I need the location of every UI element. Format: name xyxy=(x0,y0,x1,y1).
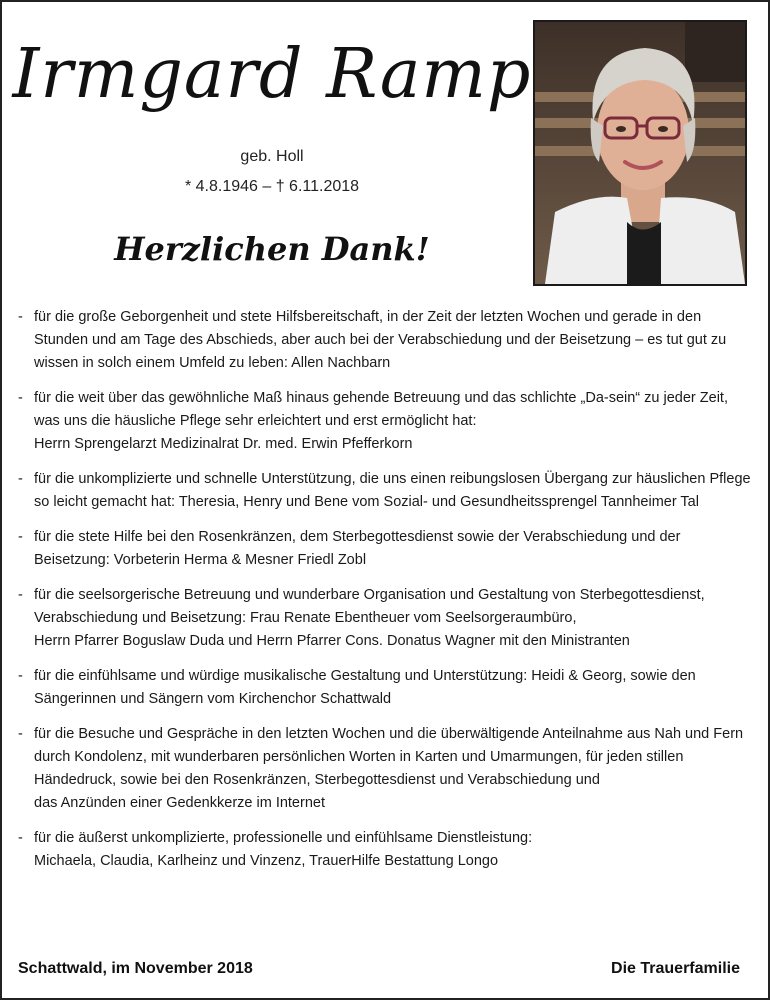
list-item xyxy=(16,827,752,873)
item-text: für die unkomplizierte und schnelle Unterstützung, die uns einen reibungslosen Übergang zur häuslichen Pflege so leicht gemacht hat: Theresia, Henry und Bene vom Sozial- und Gesundheitssprengel Tannheimer Tal xyxy=(34,471,751,510)
list-item xyxy=(16,468,752,514)
item-text: für die einfühlsame und würdige musikalische Gestaltung und Unterstützung: Heidi & Georg, sowie den Sängerinnen und Sängern vom Kirchenchor Schattwald xyxy=(34,668,696,707)
item-text-recipient: das Anzünden einer Gedenkkerze im Internet xyxy=(34,795,325,811)
family-signature: Die Trauerfamilie xyxy=(611,960,740,977)
list-item xyxy=(16,526,752,572)
list-item xyxy=(16,584,752,653)
list-item xyxy=(16,387,752,456)
list-dash: - xyxy=(18,830,23,846)
list-item xyxy=(16,723,752,815)
list-dash: - xyxy=(18,668,23,684)
thanks-list xyxy=(16,306,752,885)
item-text: für die äußerst unkomplizierte, professionelle und einfühlsame Dienstleistung: xyxy=(34,830,533,846)
birth-name: geb. Holl xyxy=(240,148,304,165)
item-text: für die Besuche und Gespräche in den letzten Wochen und die überwältigende Anteilnahme aus Nah und Fern durch Kondolenz, mit wunderbaren persönlichen Worten in Karten und Umarmungen, für jeden stillen Händedruck, sowie bei den Rosenkränzen, Sterbegottesdienst und Verabschiedung und xyxy=(34,726,744,788)
portrait-illustration xyxy=(535,22,745,284)
item-text: für die große Geborgenheit und stete Hilfsbereitschaft, in der Zeit der letzten Wochen und gerade in den Stunden und am Tage des Abschieds, aber auch bei der Verabschiedung und der Beisetzung – es tut gut zu wissen in solch einem Umfeld zu leben: Allen Nachbarn xyxy=(34,309,727,371)
item-text: für die seelsorgerische Betreuung und wunderbare Organisation und Gestaltung von Sterbegottesdienst, Verabschiedung und Beisetzung: Frau Renate Ebentheuer vom Seelsorgeraumbüro, xyxy=(34,587,705,626)
list-dash: - xyxy=(18,726,23,742)
item-text-recipient: Michaela, Claudia, Karlheinz und Vinzenz, TrauerHilfe Bestattung Longo xyxy=(34,853,499,869)
item-text: für die stete Hilfe bei den Rosenkränzen, dem Sterbegottesdienst sowie der Verabschiedung und der Beisetzung: Vorbeterin Herma & Mesner Friedl Zobl xyxy=(34,529,681,568)
life-dates: * 4.8.1946 – † 6.11.2018 xyxy=(184,178,360,195)
item-text-recipient: Herrn Sprengelarzt Medizinalrat Dr. med. Erwin Pfefferkorn xyxy=(34,436,413,452)
thanks-heading: Herzlichen Dank! xyxy=(114,230,430,268)
list-dash: - xyxy=(18,390,23,406)
portrait-photo xyxy=(533,20,747,286)
list-item xyxy=(16,665,752,711)
list-item xyxy=(16,306,752,375)
item-text: für die weit über das gewöhnliche Maß hinaus gehende Betreuung und das schlichte „Da-sein“ zu jeder Zeit, was uns die häusliche Pflege sehr erleichtert und erst ermöglicht hat: xyxy=(34,390,728,429)
list-dash: - xyxy=(18,309,23,325)
item-text-recipient: Herrn Pfarrer Boguslaw Duda und Herrn Pfarrer Cons. Donatus Wagner mit den Ministranten xyxy=(34,633,630,649)
place-and-date: Schattwald, im November 2018 xyxy=(18,960,253,977)
list-dash: - xyxy=(18,587,23,603)
deceased-name: Irmgard Ramp xyxy=(12,35,532,114)
list-dash: - xyxy=(18,529,23,545)
list-dash: - xyxy=(18,471,23,487)
